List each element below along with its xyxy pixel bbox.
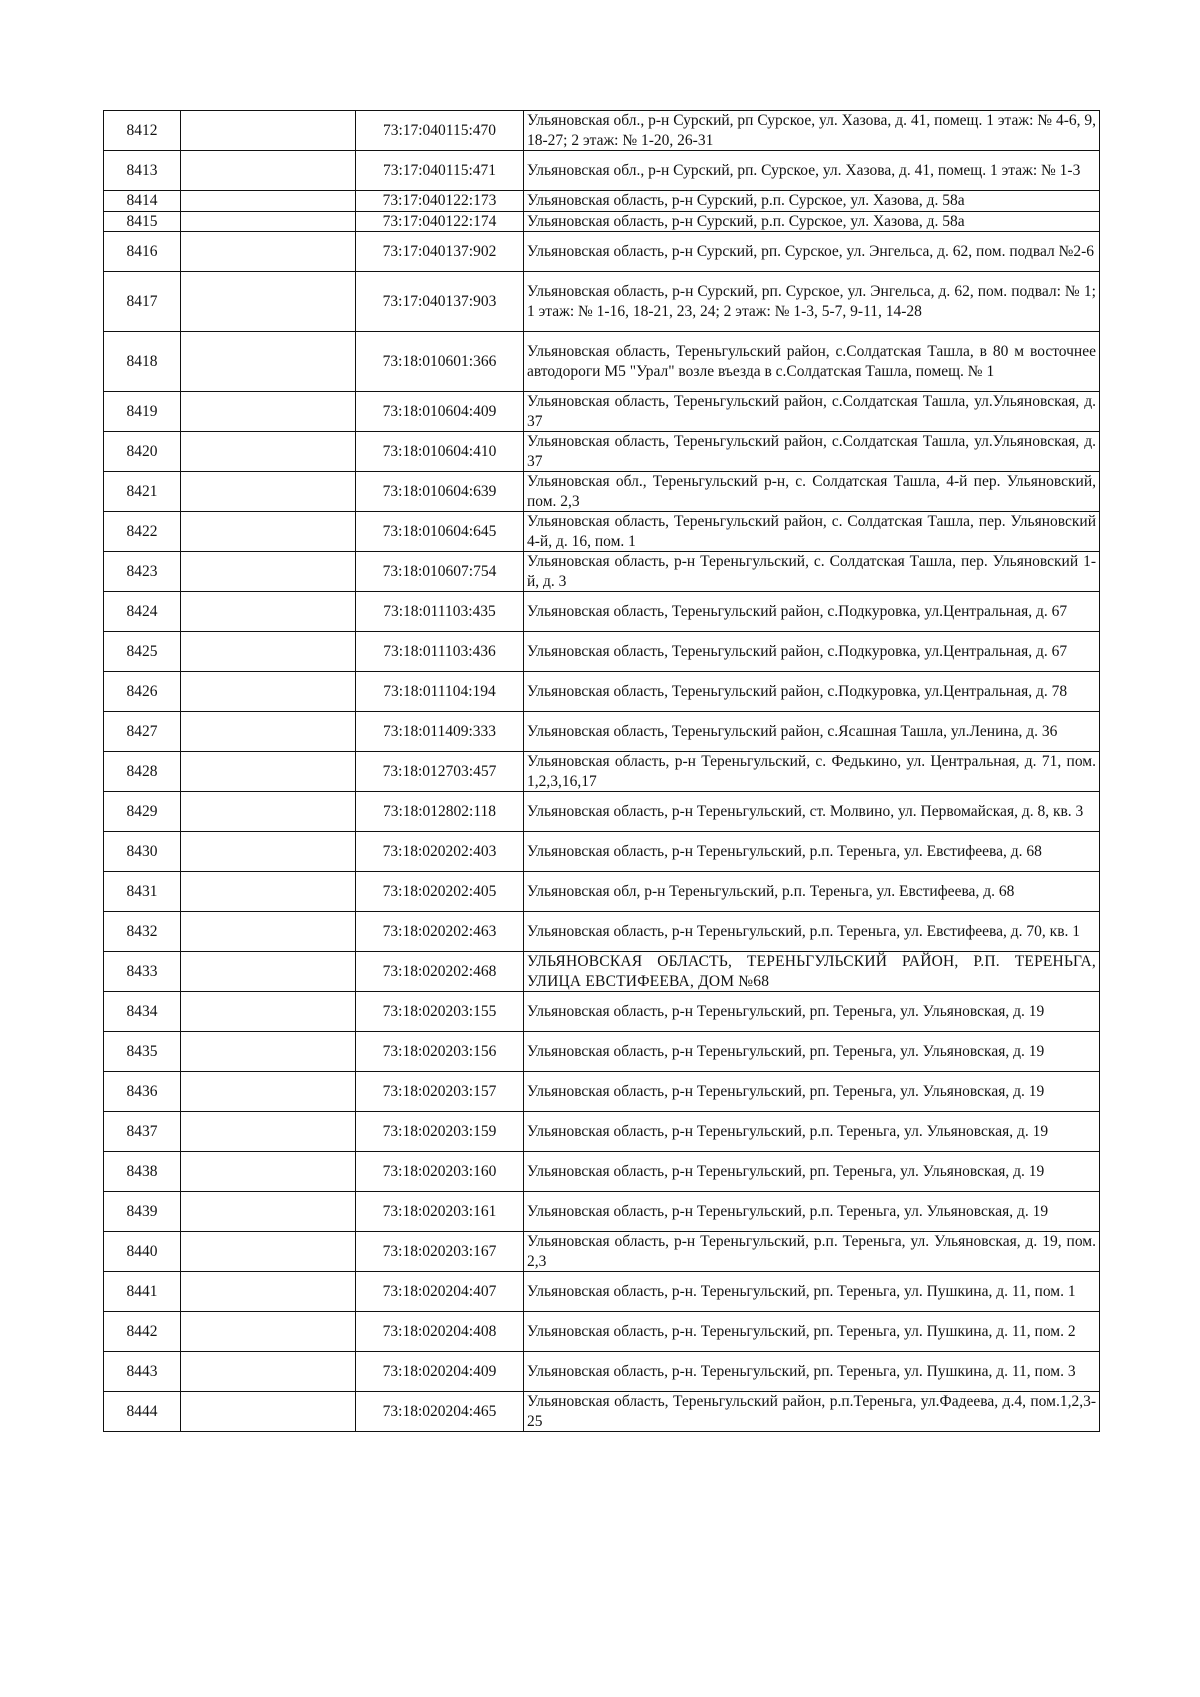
row-number-cell: 8442 [104, 1312, 181, 1352]
cadastral-number-cell: 73:18:020204:407 [356, 1272, 524, 1312]
table-row [104, 952, 1100, 992]
address-cell: Ульяновская область, р-н Тереньгульский, р.п. Тереньга, ул. Ульяновская, д. 19 [524, 1192, 1100, 1232]
table-row [104, 1072, 1100, 1112]
address-cell: Ульяновская область, Тереньгульский район, с.Ясашная Ташла, ул.Ленина, д. 36 [524, 712, 1100, 752]
table-row [104, 992, 1100, 1032]
table-row [104, 672, 1100, 712]
cadastral-number-cell: 73:18:020204:408 [356, 1312, 524, 1352]
row-number-cell: 8418 [104, 332, 181, 392]
cadastral-number-cell: 73:18:012703:457 [356, 752, 524, 792]
cadastral-number-cell: 73:18:010607:754 [356, 552, 524, 592]
row-number-cell: 8423 [104, 552, 181, 592]
row-number-cell: 8429 [104, 792, 181, 832]
owner-cell [181, 1352, 356, 1392]
owner-cell [181, 151, 356, 191]
row-number-cell: 8440 [104, 1232, 181, 1272]
row-number-cell: 8431 [104, 872, 181, 912]
address-cell: Ульяновская обл., р-н Сурский, рп Сурское, ул. Хазова, д. 41, помещ. 1 этаж: № 4-6, 9, 18-27; 2 этаж: № 1-20, 26-31 [524, 111, 1100, 151]
row-number-cell: 8436 [104, 1072, 181, 1112]
property-registry-table [103, 110, 1100, 1432]
address-cell: Ульяновская область, Тереньгульский район, с.Подкуровка, ул.Центральная, д. 78 [524, 672, 1100, 712]
address-cell: Ульяновская область, р-н Сурский, рп. Сурское, ул. Энгельса, д. 62, пом. подвал: № 1; 1 этаж: № 1-16, 18-21, 23, 24; 2 этаж: № 1-3, 5-7, 9-11, 14-28 [524, 272, 1100, 332]
cadastral-number-cell: 73:18:020203:160 [356, 1152, 524, 1192]
address-cell: Ульяновская область, р-н Тереньгульский, с. Солдатская Ташла, пер. Ульяновский 1-й, д. 3 [524, 552, 1100, 592]
table-row [104, 592, 1100, 632]
row-number-cell: 8421 [104, 472, 181, 512]
row-number-cell: 8428 [104, 752, 181, 792]
owner-cell [181, 1112, 356, 1152]
address-cell: Ульяновская область, р-н Сурский, р.п. Сурское, ул. Хазова, д. 58а [524, 211, 1100, 232]
cadastral-number-cell: 73:18:011409:333 [356, 712, 524, 752]
owner-cell [181, 1072, 356, 1112]
owner-cell [181, 552, 356, 592]
owner-cell [181, 1192, 356, 1232]
table-row [104, 151, 1100, 191]
address-cell: Ульяновская область, Тереньгульский район, с.Подкуровка, ул.Центральная, д. 67 [524, 632, 1100, 672]
table-row [104, 1152, 1100, 1192]
row-number-cell: 8416 [104, 232, 181, 272]
table-row [104, 232, 1100, 272]
owner-cell [181, 632, 356, 672]
owner-cell [181, 752, 356, 792]
table-row [104, 191, 1100, 212]
row-number-cell: 8435 [104, 1032, 181, 1072]
cadastral-number-cell: 73:18:010604:639 [356, 472, 524, 512]
row-number-cell: 8432 [104, 912, 181, 952]
table-row [104, 1312, 1100, 1352]
cadastral-number-cell: 73:18:020203:159 [356, 1112, 524, 1152]
table-row [104, 472, 1100, 512]
row-number-cell: 8433 [104, 952, 181, 992]
owner-cell [181, 912, 356, 952]
owner-cell [181, 111, 356, 151]
table-row [104, 111, 1100, 151]
cadastral-number-cell: 73:18:020203:156 [356, 1032, 524, 1072]
table-row [104, 392, 1100, 432]
table-row [104, 1112, 1100, 1152]
owner-cell [181, 1152, 356, 1192]
row-number-cell: 8437 [104, 1112, 181, 1152]
address-cell: Ульяновская область, р-н Тереньгульский, р.п. Тереньга, ул. Ульяновская, д. 19 [524, 1112, 1100, 1152]
address-cell: Ульяновская обл., р-н Сурский, рп. Сурское, ул. Хазова, д. 41, помещ. 1 этаж: № 1-3 [524, 151, 1100, 191]
cadastral-number-cell: 73:18:020202:468 [356, 952, 524, 992]
cadastral-number-cell: 73:17:040115:470 [356, 111, 524, 151]
table-row [104, 712, 1100, 752]
owner-cell [181, 992, 356, 1032]
cadastral-number-cell: 73:18:020203:161 [356, 1192, 524, 1232]
cadastral-number-cell: 73:17:040122:174 [356, 211, 524, 232]
owner-cell [181, 191, 356, 212]
address-cell: УЛЬЯНОВСКАЯ ОБЛАСТЬ, ТЕРЕНЬГУЛЬСКИЙ РАЙОН, Р.П. ТЕРЕНЬГА, УЛИЦА ЕВСТИФЕЕВА, ДОМ №68 [524, 952, 1100, 992]
table-row [104, 632, 1100, 672]
cadastral-number-cell: 73:18:020204:465 [356, 1392, 524, 1432]
table-row [104, 211, 1100, 232]
row-number-cell: 8414 [104, 191, 181, 212]
owner-cell [181, 712, 356, 752]
row-number-cell: 8417 [104, 272, 181, 332]
address-cell: Ульяновская область, р-н Тереньгульский, рп. Тереньга, ул. Ульяновская, д. 19 [524, 992, 1100, 1032]
cadastral-number-cell: 73:18:010601:366 [356, 332, 524, 392]
row-number-cell: 8422 [104, 512, 181, 552]
owner-cell [181, 512, 356, 552]
address-cell: Ульяновская область, р-н Тереньгульский, р.п. Тереньга, ул. Евстифеева, д. 70, кв. 1 [524, 912, 1100, 952]
table-row [104, 752, 1100, 792]
row-number-cell: 8426 [104, 672, 181, 712]
owner-cell [181, 792, 356, 832]
owner-cell [181, 272, 356, 332]
address-cell: Ульяновская область, р-н Тереньгульский, ст. Молвино, ул. Первомайская, д. 8, кв. 3 [524, 792, 1100, 832]
cadastral-number-cell: 73:18:010604:409 [356, 392, 524, 432]
address-cell: Ульяновская область, р-н Тереньгульский, р.п. Тереньга, ул. Ульяновская, д. 19, пом. 2,3 [524, 1232, 1100, 1272]
cadastral-number-cell: 73:17:040115:471 [356, 151, 524, 191]
address-cell: Ульяновская область, р-н Тереньгульский, р.п. Тереньга, ул. Евстифеева, д. 68 [524, 832, 1100, 872]
row-number-cell: 8412 [104, 111, 181, 151]
owner-cell [181, 672, 356, 712]
cadastral-number-cell: 73:18:011103:436 [356, 632, 524, 672]
table-row [104, 872, 1100, 912]
table-row [104, 792, 1100, 832]
row-number-cell: 8439 [104, 1192, 181, 1232]
address-cell: Ульяновская область, р-н. Тереньгульский, рп. Тереньга, ул. Пушкина, д. 11, пом. 1 [524, 1272, 1100, 1312]
row-number-cell: 8434 [104, 992, 181, 1032]
owner-cell [181, 1272, 356, 1312]
row-number-cell: 8427 [104, 712, 181, 752]
table-row [104, 1032, 1100, 1072]
table-row [104, 912, 1100, 952]
address-cell: Ульяновская область, Тереньгульский район, с.Подкуровка, ул.Центральная, д. 67 [524, 592, 1100, 632]
table-row [104, 832, 1100, 872]
cadastral-number-cell: 73:18:020204:409 [356, 1352, 524, 1392]
row-number-cell: 8425 [104, 632, 181, 672]
cadastral-number-cell: 73:18:011104:194 [356, 672, 524, 712]
table-body [104, 111, 1100, 1432]
address-cell: Ульяновская область, Тереньгульский район, с.Солдатская Ташла, ул.Ульяновская, д. 37 [524, 392, 1100, 432]
address-cell: Ульяновская область, р-н Сурский, р.п. Сурское, ул. Хазова, д. 58а [524, 191, 1100, 212]
document-page [103, 110, 1100, 1432]
cadastral-number-cell: 73:18:020202:403 [356, 832, 524, 872]
row-number-cell: 8441 [104, 1272, 181, 1312]
table-row [104, 552, 1100, 592]
address-cell: Ульяновская область, р-н Тереньгульский, рп. Тереньга, ул. Ульяновская, д. 19 [524, 1072, 1100, 1112]
owner-cell [181, 872, 356, 912]
row-number-cell: 8430 [104, 832, 181, 872]
row-number-cell: 8419 [104, 392, 181, 432]
cadastral-number-cell: 73:18:010604:645 [356, 512, 524, 552]
cadastral-number-cell: 73:18:010604:410 [356, 432, 524, 472]
table-row [104, 512, 1100, 552]
cadastral-number-cell: 73:17:040137:902 [356, 232, 524, 272]
owner-cell [181, 472, 356, 512]
table-row [104, 1192, 1100, 1232]
owner-cell [181, 1392, 356, 1432]
owner-cell [181, 332, 356, 392]
cadastral-number-cell: 73:18:011103:435 [356, 592, 524, 632]
owner-cell [181, 1312, 356, 1352]
table-row [104, 272, 1100, 332]
address-cell: Ульяновская область, р-н Тереньгульский, рп. Тереньга, ул. Ульяновская, д. 19 [524, 1032, 1100, 1072]
cadastral-number-cell: 73:18:020203:155 [356, 992, 524, 1032]
row-number-cell: 8424 [104, 592, 181, 632]
cadastral-number-cell: 73:18:020202:405 [356, 872, 524, 912]
owner-cell [181, 211, 356, 232]
owner-cell [181, 1032, 356, 1072]
cadastral-number-cell: 73:17:040137:903 [356, 272, 524, 332]
row-number-cell: 8415 [104, 211, 181, 232]
cadastral-number-cell: 73:18:020203:157 [356, 1072, 524, 1112]
table-row [104, 432, 1100, 472]
owner-cell [181, 1232, 356, 1272]
address-cell: Ульяновская область, Тереньгульский район, с.Солдатская Ташла, в 80 м восточнее автодороги М5 "Урал" возле въезда в с.Солдатская Ташла, помещ. № 1 [524, 332, 1100, 392]
address-cell: Ульяновская область, Тереньгульский район, с. Солдатская Ташла, пер. Ульяновский 4-й, д. 16, пом. 1 [524, 512, 1100, 552]
address-cell: Ульяновская область, Тереньгульский район, с.Солдатская Ташла, ул.Ульяновская, д. 37 [524, 432, 1100, 472]
address-cell: Ульяновская область, р-н. Тереньгульский, рп. Тереньга, ул. Пушкина, д. 11, пом. 2 [524, 1312, 1100, 1352]
cadastral-number-cell: 73:18:012802:118 [356, 792, 524, 832]
row-number-cell: 8413 [104, 151, 181, 191]
row-number-cell: 8438 [104, 1152, 181, 1192]
cadastral-number-cell: 73:18:020202:463 [356, 912, 524, 952]
owner-cell [181, 592, 356, 632]
table-row [104, 332, 1100, 392]
address-cell: Ульяновская область, р-н Тереньгульский, с. Федькино, ул. Центральная, д. 71, пом. 1,2,3,16,17 [524, 752, 1100, 792]
owner-cell [181, 952, 356, 992]
table-row [104, 1232, 1100, 1272]
address-cell: Ульяновская обл, р-н Тереньгульский, р.п. Тереньга, ул. Евстифеева, д. 68 [524, 872, 1100, 912]
address-cell: Ульяновская область, р-н Сурский, рп. Сурское, ул. Энгельса, д. 62, пом. подвал №2-6 [524, 232, 1100, 272]
address-cell: Ульяновская обл., Тереньгульский р-н, с. Солдатская Ташла, 4-й пер. Ульяновский, пом. 2,3 [524, 472, 1100, 512]
owner-cell [181, 232, 356, 272]
owner-cell [181, 832, 356, 872]
address-cell: Ульяновская область, Тереньгульский район, р.п.Тереньга, ул.Фадеева, д.4, пом.1,2,3-25 [524, 1392, 1100, 1432]
cadastral-number-cell: 73:17:040122:173 [356, 191, 524, 212]
table-row [104, 1272, 1100, 1312]
address-cell: Ульяновская область, р-н. Тереньгульский, рп. Тереньга, ул. Пушкина, д. 11, пом. 3 [524, 1352, 1100, 1392]
table-row [104, 1352, 1100, 1392]
address-cell: Ульяновская область, р-н Тереньгульский, рп. Тереньга, ул. Ульяновская, д. 19 [524, 1152, 1100, 1192]
owner-cell [181, 392, 356, 432]
row-number-cell: 8443 [104, 1352, 181, 1392]
row-number-cell: 8420 [104, 432, 181, 472]
row-number-cell: 8444 [104, 1392, 181, 1432]
owner-cell [181, 432, 356, 472]
cadastral-number-cell: 73:18:020203:167 [356, 1232, 524, 1272]
table-row [104, 1392, 1100, 1432]
